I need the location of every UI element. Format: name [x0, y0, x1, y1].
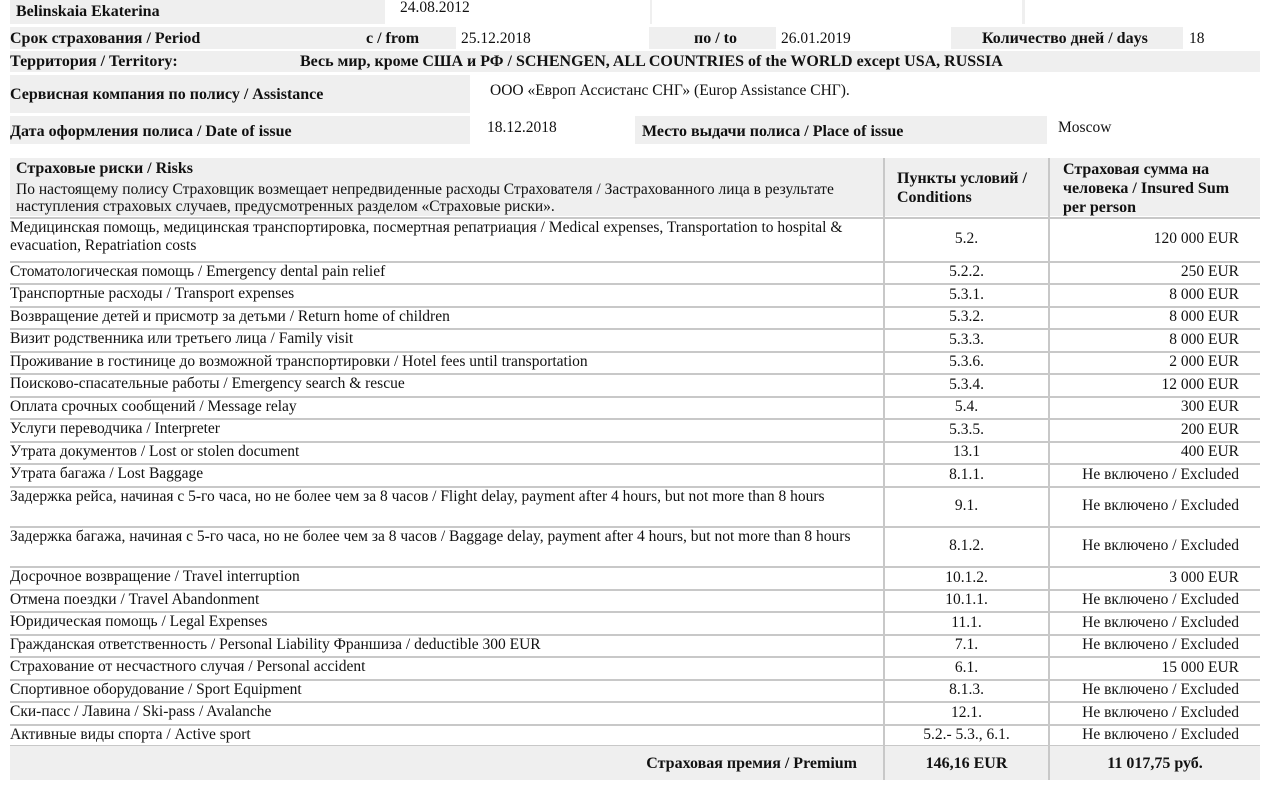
risks-header-desc: По настоящему полису Страховщик возмещает непредвиденные расходы Страхователя / Застрахованного лица в результате наступления страховых случаев, предусмотренных разделом «Страховые риски».: [16, 181, 834, 215]
risk-sum: Не включено / Excluded: [1082, 726, 1239, 743]
risk-name: Задержка рейса, начиная с 5-го часа, но не более чем за 8 часов / Flight delay, payment after 4 hours, but not more than 8 hours: [10, 488, 825, 505]
risk-sum: Не включено / Excluded: [1082, 704, 1239, 721]
birth-date: 24.08.2012: [400, 0, 470, 16]
risk-name: Юридическая помощь / Legal Expenses: [10, 613, 268, 630]
risk-condition: 5.2.: [954, 230, 979, 247]
issue-date: 18.12.2018: [487, 119, 557, 136]
risk-name: Оплата срочных сообщений / Message relay: [10, 398, 297, 415]
risk-condition: 5.2.- 5.3., 6.1.: [923, 726, 1010, 743]
risk-name: Утрата багажа / Lost Baggage: [10, 465, 204, 482]
issue-place: Moscow: [1058, 119, 1112, 136]
col-divider-2: [1048, 158, 1050, 780]
risk-name: Стоматологическая помощь / Emergency dental pain relief: [10, 263, 386, 280]
risk-condition: 9.1.: [954, 497, 979, 514]
risk-sum: 3 000 EUR: [1169, 569, 1239, 586]
risk-name: Визит родственника или третьего лица / Family visit: [10, 330, 354, 347]
territory-value: Весь мир, кроме США и РФ / SCHENGEN, ALL COUNTRIES of the WORLD except USA, RUSSIA: [300, 53, 1003, 70]
risk-name: Досрочное возвращение / Travel interruption: [10, 568, 300, 585]
risk-condition: 13.1: [952, 443, 981, 460]
risk-sum: 300 EUR: [1180, 398, 1239, 415]
risk-condition: 8.1.3.: [949, 681, 984, 698]
risk-condition: 5.2.2.: [949, 263, 984, 280]
risk-sum: Не включено / Excluded: [1082, 681, 1239, 698]
period-from: 25.12.2018: [461, 30, 531, 47]
risk-name: Страхование от несчастного случая / Personal accident: [10, 658, 366, 675]
territory-label: Территория / Territory:: [10, 53, 178, 70]
risk-sum: Не включено / Excluded: [1082, 614, 1239, 631]
insured-name: Belinskaia Ekaterina: [16, 3, 160, 20]
risk-sum: 200 EUR: [1180, 421, 1239, 438]
col-sum-header: Страховая сумма на человека / Insured Sum per person: [1063, 161, 1230, 216]
risks-header-title: Страховые риски / Risks: [16, 160, 193, 177]
period-to: 26.01.2019: [781, 30, 851, 47]
risk-name: Ски-пасс / Лавина / Ski-pass / Avalanche: [10, 703, 272, 720]
risk-sum: Не включено / Excluded: [1082, 537, 1239, 554]
risk-sum: 8 000 EUR: [1169, 308, 1239, 325]
issue-date-label: Дата оформления полиса / Date of issue: [10, 123, 292, 140]
risk-condition: 5.3.5.: [949, 421, 984, 438]
risk-sum: 15 000 EUR: [1161, 659, 1239, 676]
risk-name: Гражданская ответственность / Personal Liability Франшиза / deductible 300 EUR: [10, 636, 541, 653]
risk-condition: 5.3.3.: [949, 331, 984, 348]
blank-box-2: [1025, 0, 1260, 24]
premium-rub: 11 017,75 руб.: [1107, 755, 1203, 772]
risk-name: Медицинская помощь, медицинская транспортировка, посмертная репатриация / Medical expenses, Transportation to hospital & evacuation, Repatriation costs: [10, 219, 843, 254]
risk-condition: 8.1.1.: [949, 466, 984, 483]
risk-condition: 10.1.1.: [945, 591, 988, 608]
risk-sum: 250 EUR: [1180, 263, 1239, 280]
risk-condition: 6.1.: [954, 659, 979, 676]
col-divider-1: [883, 158, 885, 780]
risk-name: Возвращение детей и присмотр за детьми / Return home of children: [10, 308, 450, 325]
risk-sum: 120 000 EUR: [1153, 230, 1239, 247]
risk-name: Поисково-спасательные работы / Emergency search & rescue: [10, 375, 405, 392]
risk-condition: 5.4.: [954, 398, 979, 415]
premium-label: Страховая премия / Premium: [646, 755, 857, 772]
blank-box-1: [652, 0, 1022, 24]
risk-sum: 12 000 EUR: [1161, 376, 1239, 393]
risk-condition: 8.1.2.: [949, 537, 984, 554]
assistance-label: Сервисная компания по полису / Assistance: [10, 86, 324, 103]
risk-sum: 400 EUR: [1180, 443, 1239, 460]
risk-sum: 2 000 EUR: [1169, 353, 1239, 370]
risk-name: Спортивное оборудование / Sport Equipment: [10, 681, 302, 698]
premium-eur: 146,16 EUR: [925, 755, 1008, 772]
risk-sum: Не включено / Excluded: [1082, 591, 1239, 608]
risk-name: Утрата документов / Lost or stolen document: [10, 443, 300, 460]
risk-condition: 5.3.2.: [949, 308, 984, 325]
days-value: 18: [1189, 30, 1205, 47]
issue-place-label: Место выдачи полиса / Place of issue: [642, 123, 904, 140]
risk-name: Услуги переводчика / Interpreter: [10, 420, 220, 437]
days-label: Количество дней / days: [982, 30, 1148, 47]
risk-condition: 7.1.: [954, 636, 979, 653]
risk-sum: Не включено / Excluded: [1082, 466, 1239, 483]
risk-condition: 5.3.4.: [949, 376, 984, 393]
risk-sum: 8 000 EUR: [1169, 286, 1239, 303]
period-from-label: с / from: [366, 30, 420, 47]
assistance-value: ООО «Европ Ассистанс СНГ» (Europ Assistance СНГ).: [490, 82, 850, 99]
risk-name: Отмена поездки / Travel Abandonment: [10, 591, 260, 608]
risk-name: Проживание в гостинице до возможной транспортировки / Hotel fees until transportation: [10, 353, 588, 370]
risk-sum: Не включено / Excluded: [1082, 636, 1239, 653]
risk-sum: 8 000 EUR: [1169, 331, 1239, 348]
risk-condition: 5.3.6.: [949, 353, 984, 370]
risk-sum: Не включено / Excluded: [1082, 497, 1239, 514]
risk-name: Задержка багажа, начиная с 5-го часа, но не более чем за 8 часов / Baggage delay, payment after 4 hours, but not more than 8 hours: [10, 528, 851, 545]
risk-name: Активные виды спорта / Active sport: [10, 726, 251, 743]
risk-condition: 11.1.: [951, 614, 982, 631]
period-label: Срок страхования / Period: [10, 30, 201, 47]
risk-condition: 12.1.: [951, 704, 982, 721]
period-to-label: по / to: [694, 30, 737, 47]
risk-condition: 10.1.2.: [945, 569, 988, 586]
risk-name: Транспортные расходы / Transport expenses: [10, 285, 295, 302]
col-conditions-header: Пункты условий / Conditions: [897, 170, 1027, 206]
risk-condition: 5.3.1.: [949, 286, 984, 303]
